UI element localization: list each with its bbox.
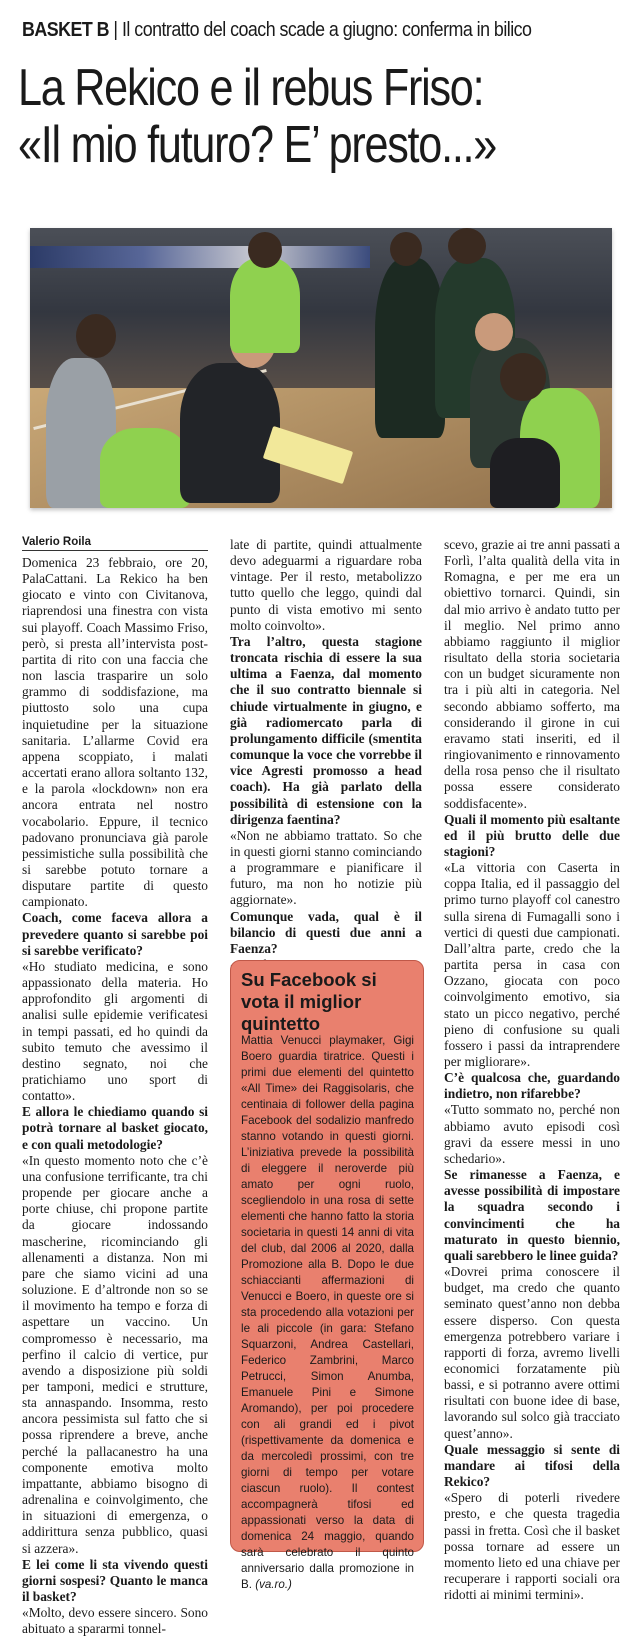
article-column-3 — [444, 537, 620, 1603]
question: Comunque vada, qual è il bilancio di questi due anni a Faenza? — [230, 908, 422, 956]
answer: «Molto, devo essere sincero. Sono abituato a spararmi tonnel- — [22, 1605, 208, 1637]
answer: «Tutto sommato no, perché non abbiamo avuto episodi così gravi da essere messi in uno schedario». — [444, 1102, 620, 1166]
question: E allora le chiediamo quando si potrà tornare al basket giocato, e con quali metodologie? — [22, 1104, 208, 1152]
answer: «La vittoria con Caserta in coppa Italia, ed il passaggio del primo turno playoff col canestro sulla sirena di Fumagalli sono i vertici di questi due campionati. Dall’altra parte, credo che la partita persa in casa con Ozzano, giocata con poco coinvolgimento emotivo, sia stato un picco negativo, perché pieno di confusione su quali fossero i passi da intraprendere per migliorare». — [444, 860, 620, 1069]
byline: Valerio Roila — [22, 536, 208, 551]
question: Se rimanesse a Faenza, e avesse possibilità di impostare la squadra secondo i convincimenti che ha maturato in questo biennio, quali sarebbero le linee guida? — [444, 1167, 620, 1263]
kicker-section: BASKET B — [22, 18, 109, 41]
player-head — [500, 353, 546, 401]
player-head — [248, 232, 282, 268]
team-timeout-photo — [30, 228, 612, 508]
player-head — [475, 313, 513, 351]
sidebar-title: Su Facebook si vota il miglior quintetto — [241, 969, 377, 1034]
paragraph: Domenica 23 febbraio, ore 20, PalaCattani. La Rekico ha ben giocato e vinto con Civitanova, riaprendosi una finestra con vista sui playoff. Coach Massimo Friso, però, si presta all’intervista post-partita di rito con una faccia che non lascia trasparire un solo grammo di soddisfazione, ma piuttosto solo una cupa inquietudine per la situazione sanitaria. L’allarme Covid era appena scoppiato, i malati accertati erano allora soltanto 132, e la parola «lockdown» non era ancora entrata nel nostro vocabolario. Eppure, il tecnico padovano pronunciava già parole pessimistiche sulla possibilità che si sarebbe potuto tornare a disputare partite di questo campionato. — [22, 555, 208, 910]
article-column-2 — [230, 537, 422, 973]
article-column-1 — [22, 555, 208, 1637]
player-head — [390, 232, 422, 266]
kicker-separator: | — [113, 18, 118, 41]
sidebar-body — [241, 1033, 414, 1593]
player-figure — [230, 258, 300, 353]
coach-figure — [180, 363, 280, 503]
question: Quali il momento più esaltante ed il più brutto delle due stagioni? — [444, 811, 620, 859]
kicker — [22, 18, 553, 42]
sidebar-signature: (va.ro.) — [255, 1578, 292, 1591]
question: Tra l’altro, questa stagione troncata rischia di essere la sua ultima a Faenza, dal momento che il suo contratto biennale si chiude virtualmente in giugno, e già radiomercato parla di prolungamento difficile (smentita comunque la voce che vorrebbe il vice Agresti promosso a head coach). Ha già parlato della possibilità di estensione con la dirigenza faentina? — [230, 633, 422, 827]
headline — [18, 60, 533, 174]
answer: «Dovrei prima conoscere il budget, ma credo che quanto seminato quest’anno non debba essere disperso. Con questa emergenza potrebbero variare i rapporti di forza, avremo livelli economici forzatamente più bassi, e si potranno avere ottimi risultati con buone idee di base, lavorando sul solco già tracciato quest’anno». — [444, 1264, 620, 1441]
answer: «Spero di poterli rivedere presto, e che questa tragedia passi in fretta. Così che il basket possa tornare ad essere un momento lieto ed una chiave per recuperare i rapporti sociali ora ridotti ai minimi termini». — [444, 1490, 620, 1603]
sidebar-text: Mattia Venucci playmaker, Gigi Boero guardia tiratrice. Questi i primi due elementi del quintetto «All Time» dei Raggisolaris, che centinaia di follower della pagina Facebook del sodalizio manfredo stanno votando in questi giorni. L’iniziativa prevede la possibilità di eleggere il neroverde più amato per ogni ruolo, scegliendolo in una rosa di sette elementi che hanno fatto la storia societaria in questi 14 anni di vita del club, dal 2006 al 2020, dalla Promozione alla B. Dopo le due schiaccianti affermazioni di Venucci e Boero, in queste ore si sta procedendo alla votazioni per le ali piccole (in gara: Stefano Squarzoni, Andrea Castellari, Federico Zambrini, Marco Petrucci, Simon Anumba, Emanuele Pini e Simone Aromando), per poi procedere con ali grandi ed i pivot (rispettivamente da domenica e da mercoledì prossimi, con tre giorni di tempo per votare ciascun ruolo). Il contest accompagnerà tifosi ed appassionati verso la data di domenica 24 maggio, quando sarà celebrato il quinto anniversario dalla promozione in B. — [241, 1034, 414, 1591]
player-head — [76, 314, 116, 358]
question: C’è qualcosa che, guardando indietro, non rifarebbe? — [444, 1070, 620, 1102]
arena-banner — [30, 246, 370, 268]
question: Quale messaggio si sente di mandare ai tifosi della Rekico? — [444, 1441, 620, 1490]
player-figure — [100, 428, 190, 508]
answer: «In questo momento noto che c’è una confusione terrificante, tra chi propende per giocare anche a porte chiuse, chi propone partite da giocare indossando mascherine, ricominciando gli allenamenti a distanza. Non mi pare che siamo vicini ad una soluzione. E d’altronde non so se il movimento ha tempo e forza di aspettare un vaccino. Un compromesso è necessario, ma perfino il calcio di vertice, pur avendo a disposizione più soldi per tamponi, medici e strutture, sta annaspando. Insomma, resto ancora pessimista sul fatto che si possa riprendere a breve, anche perché la pallacanestro ha una componente emotiva molto impattante, abbiamo bisogno di adrenalina e coinvolgimento, che in situazioni di emergenza, o addirittura senza pubblico, quasi si azzera». — [22, 1152, 208, 1556]
answer: «Non ne abbiamo trattato. So che in questi giorni stanno cominciando a programmare e pianificare il futuro, ma non ho notizie più aggiornate». — [230, 827, 422, 908]
sidebar-box — [230, 960, 424, 1591]
answer: «Ho studiato medicina, e sono appassionato della materia. Ho approfondito gli argomenti di analisi sulle epidemie verificatesi in tempi passati, ed ho quindi da subito temuto che avessimo il destino segnato, noi che pratichiamo uno sport di contatto». — [22, 958, 208, 1104]
headline-line-1: La Rekico e il rebus Friso: — [18, 59, 484, 117]
headline-line-2: «Il mio futuro? E’ presto...» — [18, 116, 497, 174]
player-figure — [490, 438, 560, 508]
question: Coach, come faceva allora a prevedere quanto si sarebbe poi si sarebbe verificato? — [22, 910, 208, 958]
kicker-text: Il contratto del coach scade a giugno: conferma in bilico — [121, 18, 532, 41]
question: E lei come li sta vivendo questi giorni sospesi? Quanto le manca il basket? — [22, 1556, 208, 1604]
answer: late di partite, quindi attualmente devo adeguarmi a riguardare roba vintage. Per il resto, metabolizzo tutto quello che leggo, quindi dal punto di vista emotivo mi sento molto coinvolto». — [230, 537, 422, 633]
player-head — [448, 228, 486, 264]
answer: scevo, grazie ai tre anni passati a Forlì, l’alta qualità della vita in Romagna, e per me era un obiettivo tornarci. Quindi, sin dal mio arrivo è andato tutto per il meglio. Nel primo anno abbiamo raggiunto il miglior risultato della storia societaria con un budget sicuramente non tra i più alti in categoria. Nel secondo abbiamo sofferto, ma considerando il girone in cui eravamo stati inseriti, ed il ringiovanimento e rinnovamento della rosa penso che il risultato possa essere considerato soddisfacente». — [444, 537, 620, 811]
